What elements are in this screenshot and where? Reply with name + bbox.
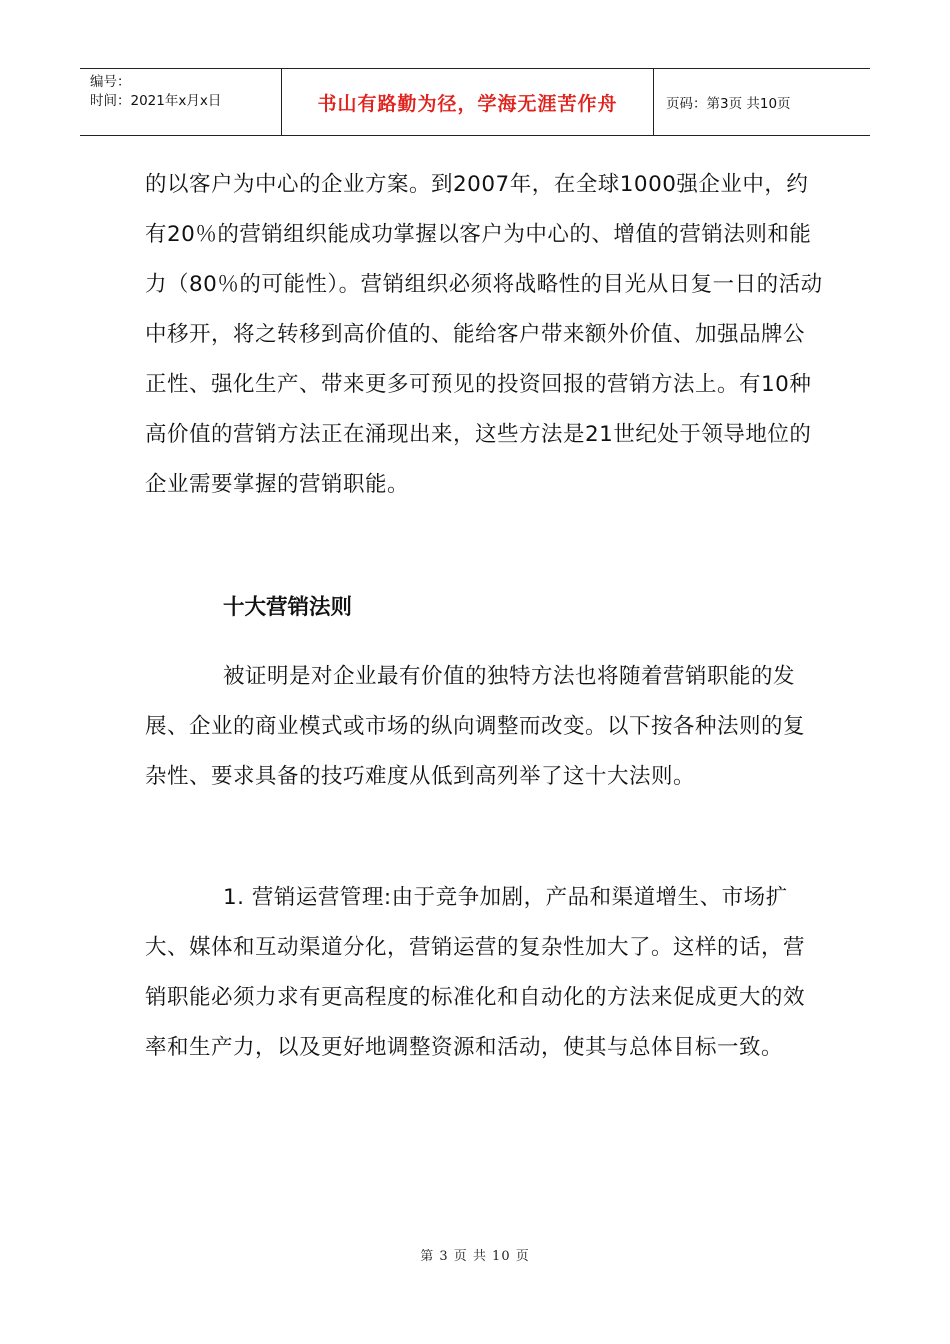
section-heading: 十大营销法则 [223, 595, 353, 620]
paragraph-rules-intro [145, 652, 825, 802]
paragraph-text: 1. 营销运营管理:由于竞争加剧，产品和渠道增生、市场扩大、媒体和互动渠道分化，营销运营的复杂性加大了。这样的话，营销职能必须力求有更高程度的标准化和自动化的方法来促成更大的效率和生产力，以及更好地调整资源和活动，使其与总体目标一致。 [145, 885, 806, 1060]
page-info: 页码：第3页 共10页 [666, 96, 791, 112]
paragraph-intro-continued [145, 160, 825, 510]
header-page-cell [654, 69, 870, 135]
header-motto-cell [282, 69, 654, 135]
document-header [80, 68, 870, 136]
date-label: 时间：2021年x月x日 [90, 93, 222, 109]
motto-text: 书山有路勤为径，学海无涯苦作舟 [317, 92, 618, 115]
paragraph-rule-one [145, 873, 825, 1073]
paragraph-text: 的以客户为中心的企业方案。到2007年，在全球1000强企业中，约有20％的营销组织能成功掌握以客户为中心的、增值的营销法则和能力（80％的可能性）。营销组织必须将战略性的目光从日复一日的活动中移开，将之转移到高价值的、能给客户带来额外价值、加强品牌公正性、强化生产、带来更多可预见的投资回报的营销方法上。有10种高价值的营销方法正在涌现出来，这些方法是21世纪处于领导地位的企业需要掌握的营销职能。 [145, 172, 823, 497]
header-meta-cell [80, 69, 282, 135]
paragraph-text: 被证明是对企业最有价值的独特方法也将随着营销职能的发展、企业的商业模式或市场的纵向调整而改变。以下按各种法则的复杂性、要求具备的技巧难度从低到高列举了这十大法则。 [145, 664, 806, 789]
page-footer: 第 3 页 共 10 页 [420, 1249, 530, 1264]
doc-number-label: 编号： [90, 74, 131, 90]
